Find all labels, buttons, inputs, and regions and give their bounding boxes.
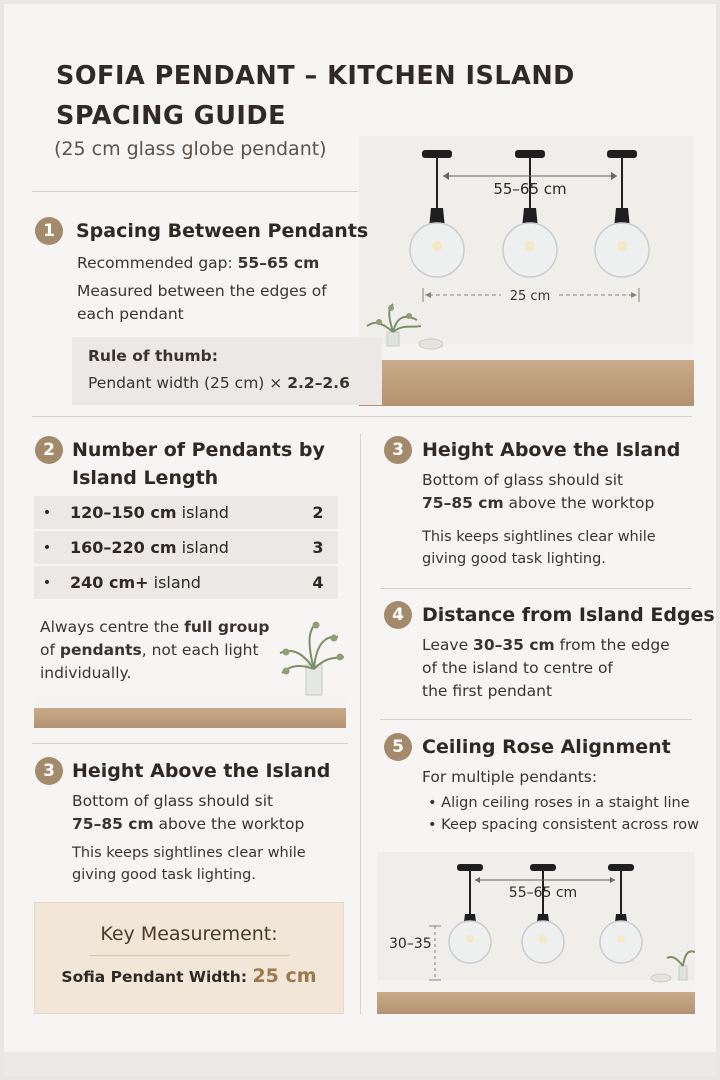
rule-title: Rule of thumb:	[88, 347, 218, 365]
section2-title: Number of Pendants by Island Length	[72, 439, 325, 489]
gap-label: 55–65 cm	[508, 885, 578, 901]
section5-bullets	[428, 792, 699, 836]
divider	[32, 743, 348, 744]
island-worktop	[34, 696, 346, 708]
guide-sheet	[4, 4, 716, 1076]
page-title	[56, 56, 656, 136]
list-item: • Align ceiling roses in a staight line	[428, 795, 690, 811]
pendant-lamp-icon	[449, 864, 491, 963]
plant-icon	[667, 951, 695, 980]
title-line-1: SOFIA PENDANT – KITCHEN ISLAND	[56, 61, 575, 91]
section3-note: This keeps sightlines clear while giving good task lighting.	[422, 529, 656, 567]
section-number-2: 2	[35, 436, 63, 464]
list-item: • Keep spacing consistent across row	[428, 817, 699, 833]
section1-title: Spacing Between Pendants	[76, 220, 369, 242]
section3-note: This keeps sightlines clear while giving good task lighting.	[72, 845, 306, 883]
section5-intro: For multiple pendants:	[422, 768, 598, 786]
island-length-table	[34, 496, 338, 601]
divider	[32, 416, 692, 417]
centre-group-note: Always centre the full group of pendants, not each light individually.	[40, 618, 270, 682]
rule-formula: Pendant width (25 cm) × 2.2–2.6	[88, 374, 350, 392]
pendant-lamp-icon	[522, 864, 564, 963]
section3-title: Height Above the Island	[72, 760, 331, 782]
divider	[90, 955, 290, 956]
section3-text: Bottom of glass should sit 75–85 cm above the worktop	[72, 792, 305, 833]
page-subtitle: (25 cm glass globe pendant)	[54, 138, 327, 160]
table-row: • 240 cm+ island 4	[34, 566, 338, 599]
section5-title: Ceiling Rose Alignment	[422, 736, 671, 758]
section-number-1: 1	[35, 217, 63, 245]
section4-text: Leave 30–35 cm from the edge of the island to centre of the first pendant	[422, 636, 670, 700]
pendants-illustration	[359, 136, 694, 406]
section1-gap: Recommended gap: 55–65 cm	[77, 254, 320, 272]
section-number-3: 3	[35, 757, 63, 785]
bowl-icon	[651, 974, 671, 982]
title-line-2: SPACING GUIDE	[56, 101, 287, 131]
table-row: • 120–150 cm island 2	[34, 496, 338, 529]
width-label: 25 cm	[509, 289, 551, 304]
ceiling-rose-svg	[377, 852, 695, 1014]
key-measurement-box	[34, 902, 344, 1014]
column-divider	[360, 434, 361, 1014]
key-measurement-heading: Key Measurement:	[100, 923, 278, 945]
section3-text: Bottom of glass should sit 75–85 cm above the worktop	[422, 471, 655, 512]
section-number-3: 3	[384, 436, 412, 464]
pendant-lamp-icon	[595, 150, 649, 277]
pendant-lamp-icon	[600, 864, 642, 963]
section3-title: Height Above the Island	[422, 439, 681, 461]
pendant-lamp-icon	[503, 150, 557, 277]
page-footer-strip	[4, 1052, 716, 1076]
bowl-icon	[419, 339, 443, 349]
edge-label: 30–35	[389, 936, 432, 952]
rule-of-thumb-box	[72, 337, 382, 405]
gap-label: 55–65 cm	[493, 180, 567, 198]
section1-measured: Measured between the edges of each pendant	[77, 282, 327, 323]
pendants-svg	[359, 136, 694, 406]
pendant-lamp-icon	[410, 150, 464, 277]
divider	[32, 191, 358, 192]
ceiling-rose-illustration	[377, 852, 695, 1014]
table-row: • 160–220 cm island 3	[34, 531, 338, 564]
plant-icon	[276, 619, 346, 699]
divider	[380, 719, 692, 720]
section-number-4: 4	[384, 601, 412, 629]
section4-title: Distance from Island Edges	[422, 604, 715, 626]
island-wood	[34, 708, 346, 728]
key-measurement-value: Sofia Pendant Width: 25 cm	[61, 965, 317, 987]
section-number-5: 5	[384, 733, 412, 761]
divider	[380, 588, 692, 589]
